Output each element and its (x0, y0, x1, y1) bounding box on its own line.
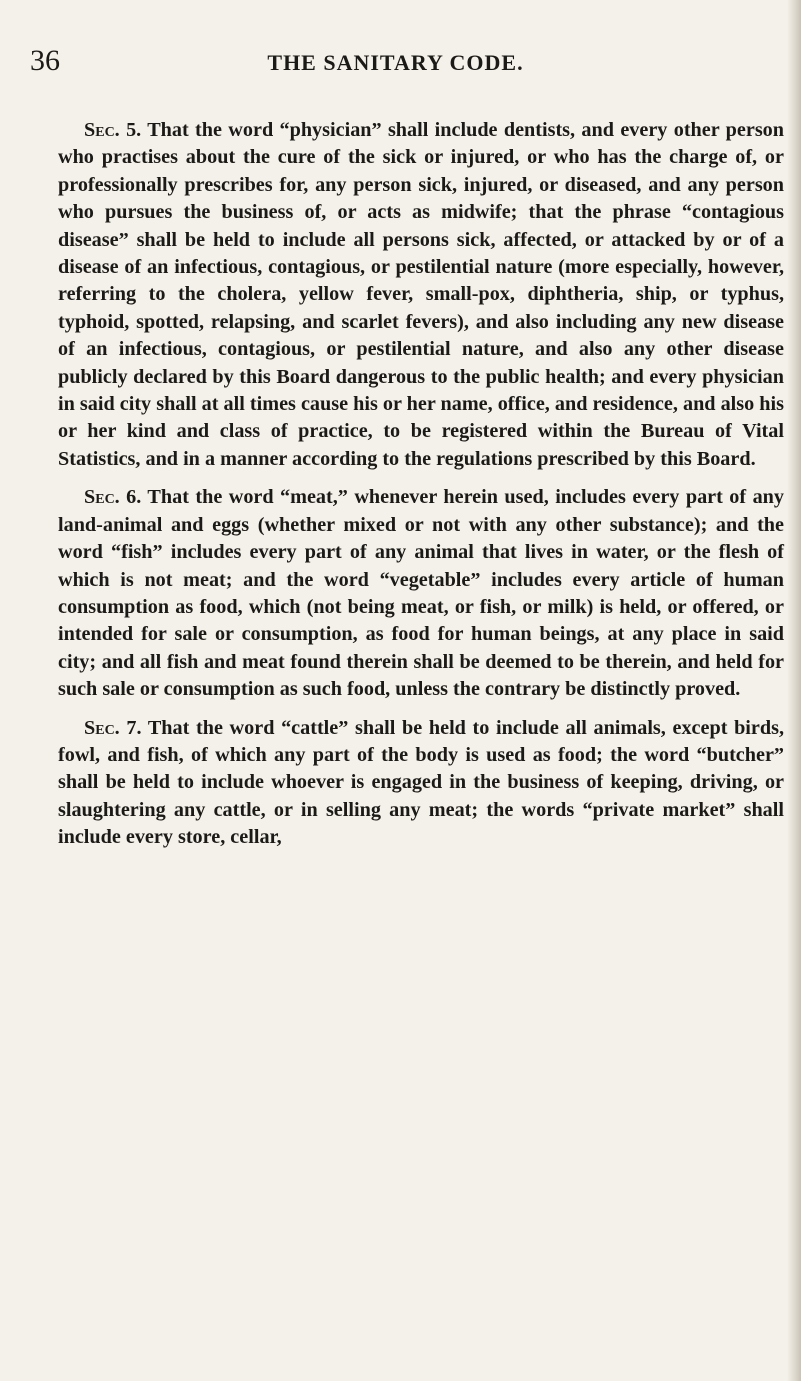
page-edge-shadow (787, 0, 801, 1381)
running-title: THE SANITARY CODE. (267, 50, 524, 75)
page-header (30, 44, 761, 84)
section-paragraph-6 (58, 484, 784, 703)
section-paragraph-5 (58, 117, 784, 473)
body-text (58, 117, 784, 852)
section-label: Sec. 5. (84, 119, 142, 141)
section-text: That the word “meat,” whenever herein used, includes every part of any land-animal and eggs (whether mixed or not with any other substance); and the word “fish” includes every part of any animal that lives in water, or the flesh of which is not meat; and the word “vegetable” includes every article of human consumption as food, which (not being meat, or fish, or milk) is held, or offered, or intended for sale or consumption, as food for human beings, at any place in said city; and all fish and meat found therein shall be deemed to be therein, and held for such sale or consumption as such food, unless the contrary be distinctly proved. (58, 486, 784, 701)
section-paragraph-7 (58, 715, 784, 852)
page-number: 36 (30, 44, 60, 77)
section-label: Sec. 6. (84, 486, 142, 509)
section-text: That the word “physician” shall include dentists, and every other person who practises about the cure of the sick or injured, or who has the charge of, or professionally prescribes for, any person sick, injured, or diseased, and any person who pursues the business of, or acts as midwife; that the phrase “contagious disease” shall be held to include all persons sick, affected, or attacked by or of a disease of an infectious, contagious, or pestilential nature (more especially, however, referring to the cholera, yellow fever, small-pox, diphtheria, ship, or typhus, typhoid, spotted, relapsing, and scarlet fevers), and also including any new disease of an infectious, contagious, or pestilential nature, and also any other disease publicly declared by this Board dangerous to the public health; and every physician in said city shall at all times cause his or her name, office, and residence, and also his or her kind and class of practice, to be registered within the Bureau of Vital Statistics, and in a manner according to the regulations prescribed by this Board. (58, 119, 784, 470)
section-label: Sec. 7. (84, 716, 142, 739)
section-text: That the word “cattle” shall be held to include all animals, except birds, fowl, and fish, of which any part of the body is used as food; the word “butcher” shall be held to include whoever is engaged in the business of keeping, driving, or slaughtering any cattle, or in selling any meat; the words “private market” shall include every store, cellar, (58, 716, 784, 849)
